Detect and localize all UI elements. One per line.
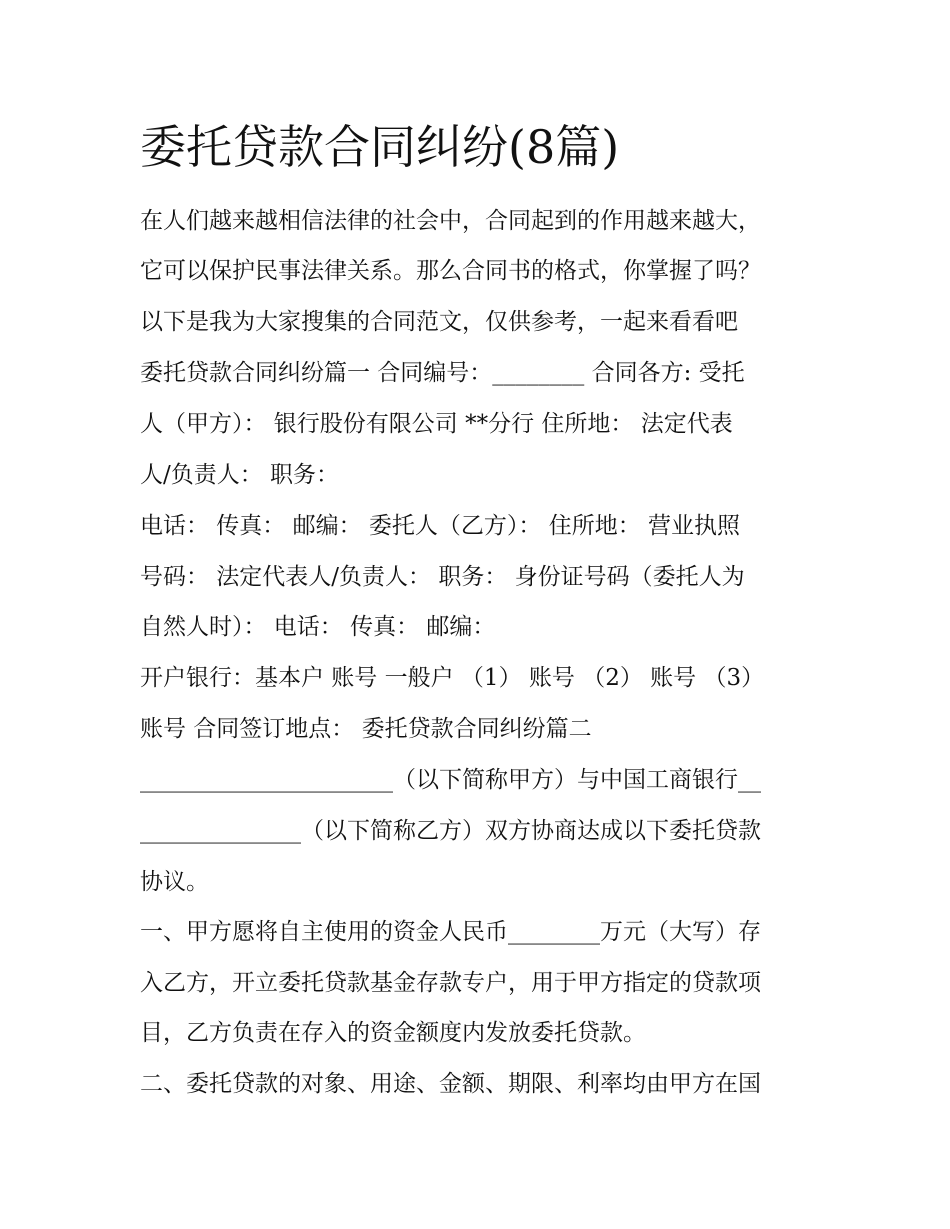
body-line-16: 入乙方，开立委托贷款基金存款专户，用于甲方指定的贷款项 bbox=[140, 970, 761, 996]
body-line-2: 它可以保护民事法律关系。那么合同书的格式，你掌握了吗？ bbox=[140, 258, 761, 284]
document-title: 委托贷款合同纠纷(8篇) bbox=[140, 120, 620, 174]
body-line-18: 二、委托贷款的对象、用途、金额、期限、利率均由甲方在国 bbox=[140, 1071, 761, 1097]
body-line-10: 开户银行：基本户 账号 一般户 （1） 账号 （2） 账号 （3） bbox=[140, 665, 765, 691]
body-line-15: 一、甲方愿将自主使用的资金人民币________万元（大写）存 bbox=[140, 919, 761, 945]
body-line-6: 人/负责人： 职务： bbox=[140, 462, 340, 488]
body-line-9: 自然人时）： 电话： 传真： 邮编： bbox=[140, 614, 496, 640]
body-line-5: 人（甲方）： 银行股份有限公司 **分行 住所地： 法定代表 bbox=[140, 411, 733, 437]
body-line-14: 协议。 bbox=[140, 869, 209, 895]
body-line-12: ______________________（以下简称甲方）与中国工商银行__ bbox=[140, 767, 761, 793]
body-line-13: ______________（以下简称乙方）双方协商达成以下委托贷款 bbox=[140, 818, 761, 844]
body-line-4: 委托贷款合同纠纷篇一 合同编号：________ 合同各方: 受托 bbox=[140, 360, 745, 386]
body-line-3: 以下是我为大家搜集的合同范文，仅供参考，一起来看看吧 bbox=[140, 309, 738, 335]
body-line-17: 目，乙方负责在存入的资金额度内发放委托贷款。 bbox=[140, 1020, 646, 1046]
body-line-1: 在人们越来越相信法律的社会中，合同起到的作用越来越大， bbox=[140, 208, 761, 234]
body-line-11: 账号 合同签订地点： 委托贷款合同纠纷篇二 bbox=[140, 716, 592, 742]
body-line-8: 号码： 法定代表人/负责人： 职务： 身份证号码（委托人为 bbox=[140, 564, 745, 590]
body-line-7: 电话： 传真： 邮编： 委托人（乙方）： 住所地： 营业执照 bbox=[140, 513, 741, 539]
